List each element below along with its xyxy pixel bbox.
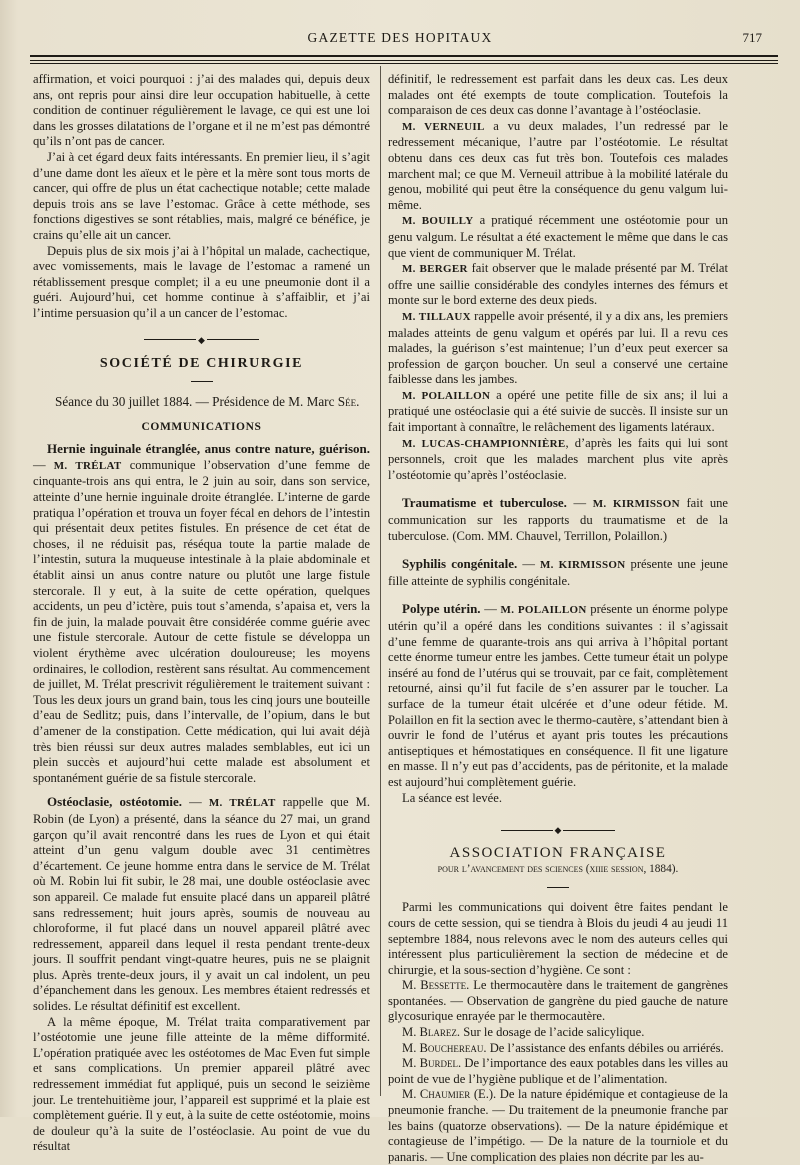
section-ornament: ◆: [33, 332, 370, 348]
paragraph: J’ai à cet égard deux faits intéressants. En premier lieu, il s’agit d’une dame dont les aïeux et le père et la mère sont tous morts de cancer, qui offre de plus un état cachectique notable; cette malade depuis trois ans se lave l’estomac. Grâce à cette méthode, ses fonctions digestives se sont rétablies, mais, malgré ce bénéfice, je crains qu’elle ait un cancer.: [33, 149, 370, 242]
right-column: [388, 72, 728, 1165]
session-line: Séance du 30 juillet 1884. — Présidence de M. Marc Sée.: [55, 394, 360, 410]
section-ornament: ◆: [388, 822, 728, 838]
article-syphilis: Syphilis congénitale. — M. KIRMISSON présente une jeune fille atteinte de syphilis congénitale.: [388, 556, 728, 588]
session-close: La séance est levée.: [402, 790, 502, 805]
header-rule: [30, 63, 778, 64]
paragraph-bouilly: M. BOUILLY a pratiqué récemment une ostéotomie pour un genu valgum. Le résultat a été exactement le même que dans le cas que vient de communiquer M. Trélat.: [388, 213, 728, 260]
list-item: M. Burdel. De l’importance des eaux potables dans les villes au point de vue de l’hygiène publique et de l’alimentation.: [388, 1056, 728, 1086]
column-divider: [380, 66, 381, 1096]
journal-title: GAZETTE DES HOPITAUX: [307, 30, 493, 45]
divider: [547, 887, 569, 888]
association-subtitle: pour l’avancement des sciences (xiiie session, 1884).: [437, 862, 679, 875]
left-column: [33, 72, 370, 1155]
paragraph: A la même époque, M. Trélat traita comparativement par l’ostéotomie une jeune fille atteinte de la même difformité. L’opération pratiquée avec les ostéotomes de Mac Even fut simple et sans complications. Un premier appareil plâtré avec redressement immédiat fut appliqué, puis un second le seizième jour. Le trentehuitième jour, l’appareil est supprimé et la plaie est complètement guérie. Il y eut, à la suite de cette ostéotomie, moins de douleur qu’à la suite de l’ostéoclasie. Au point de vue du résultat: [33, 1014, 370, 1154]
article-hernie: Hernie inguinale étranglée, anus contre nature, guérison. — M. TRÉLAT communique l’observation d’une femme de cinquante-trois ans qui entra, le 2 juin au soir, dans son service, atteinte d’une hernie inguinale droite étranglée. L’interne de garde pratiqua l’opération et trouva un foyer fécal en dehors de l’intestin qui présentait deux petites fistules. En présence de cet état de choses, il ne réduisit pas, réséqua toute la partie malade de l’intestin, sutura la muqueuse intestinale à la plaie abdominale et établit ainsi un anus contre nature ou plutôt une large fistule stercorale. Il y eut, à la suite de cette opération, quelques accidents, un peu d’ictère, puis tout s’amenda, s’apaisa et, vers la fin de juin, la malade pouvait être considérée comme guérie avec une fistule stercorale. Autour de cette fistule se développa un violent érythème avec ulcération douloureuse; les moyens ordinaires, le collodion, restèrent sans résultat. Au commencement de juillet, M. Trélat prescrivit régulièrement le traitement suivant : Tous les deux jours un grand bain, tous les cinq jours une bouteille d’eau de Sedlitz; puis, dans l’intervalle, de l’opium, dans le but d’amener de la constipation. Cette médication, qui lui avait déjà très bien réussi sur deux autres malades semblables, eut ici un plein succès et aujourd’hui cette malade est absolument et spontanément guérie de sa fistule stercorale.: [33, 441, 370, 785]
paragraph: définitif, le redressement est parfait dans les deux cas. Les deux malades ont été exempts de toute complication. Toutefois la comparaison de ces deux cas donne l’avantage à l’ostéoclasie.: [388, 72, 728, 118]
paragraph: affirmation, et voici pourquoi : j’ai des malades qui, depuis deux ans, ont repris pour ainsi dire leur occupation habituelle, à cette condition de continuer régulièrement le lavage, ce qui est une loi dans les grosses dilatations de l’organe et il ne m’est pas démontré qu’ils n’ont pas de cancer.: [33, 72, 370, 149]
list-item: M. Bessette. Le thermocautère dans le traitement de gangrènes spontanées. — Observation de gangrène du pied gauche de nature glycosurique enrayée par le thermocautère.: [388, 978, 728, 1024]
section-title: SOCIÉTÉ DE CHIRURGIE: [99, 355, 304, 371]
subheading: COMMUNICATIONS: [141, 420, 262, 433]
header-rule: [30, 60, 778, 61]
paragraph: Parmi les communications qui doivent être faites pendant le cours de cette session, qui se tiendra à Blois du jeudi 4 au jeudi 11 septembre 1884, nous relevons avec le nom des auteurs celles qui intéressent plus particulièrement la section de médecine et de chirurgie, et la sous-section d’hygiène. Ce sont :: [388, 900, 728, 977]
list-item: M. Blarez. Sur le dosage de l’acide salicylique.: [402, 1025, 645, 1040]
page-header: [30, 30, 770, 52]
article-traumatisme: Traumatisme et tuberculose. — M. KIRMISSON fait une communication sur les rapports du traumatisme et de la tuberculose. (Com. MM. Chauvel, Terrillon, Polaillon.): [388, 495, 729, 543]
paragraph-verneuil: M. VERNEUIL a vu deux malades, l’un redressé par le redressement mécanique, l’autre par l’ostéotomie. Le résultat obtenu dans ces deux cas fut très bon. Toutefois ces malades marchent mal; ce que M. Verneuil attribue à la mobilité latérale du genou, mobilité qui peut être la conséquence du genu valgum lui-même.: [388, 118, 728, 212]
association-title: ASSOCIATION FRANÇAISE: [449, 845, 667, 862]
divider: [191, 381, 213, 382]
list-item: M. Bouchereau. De l’assistance des enfants débiles ou arriérés.: [402, 1040, 724, 1055]
paragraph-berger: M. BERGER fait observer que le malade présenté par M. Trélat offre une saillie considérable des condyles internes des fémurs et monte sur le bord externe des deux pieds.: [388, 261, 728, 308]
paragraph-tillaux: M. TILLAUX rappelle avoir présenté, il y a dix ans, les premiers malades atteints de genu valgum et opérés par lui. Il a revu ces malades, la guérison s’est maintenue; l’un d’eux peut exercer sa profession de garçon boucher. Un seul a conservé une certaine faiblesse dans les jambes.: [388, 308, 728, 387]
article-osteoclasie: Ostéoclasie, ostéotomie. — M. TRÉLAT rappelle que M. Robin (de Lyon) a présenté, dans la séance du 27 mai, un grand garçon qu’il avait rencontré dans les rues de Lyon et qui était atteint d’un genu valgum double avec 31 centimètres d’écartement. Ce jeune homme entra dans le service de M. Trélat où M. Robin lui fit subir, le 28 mai, une double ostéoclasie avec son appareil. Ce malade fut ensuite placé dans un appareil plâtré sans redressement; huit jours après, soumis de nouveau au chloroforme, il fut placé dans un nouvel appareil plâtré avec redressement, appareil dans lequel il resta pendant trente-deux jours. Il souffrit pendant vingt-quatre heures, puis ne se plaignit plus. Après trente-deux jours, il y avait un cal indolent, un peu d’épanchement dans les genoux. Les membres étaient redressés et solides. Le résultat définitif est excellent.: [33, 794, 371, 1014]
list-item: M. Chaumier (E.). De la nature épidémique et contagieuse de la pneumonie franche. — Du traitement de la pneumonie franche par les bains (quatorze observations). — De la nature épidémique et contagieuse de l’impétigo. — De la nature de la tourniole et du panaris. — Une complication des plaies non décrite par les au-: [388, 1087, 729, 1164]
paragraph-polaillon: M. POLAILLON a opéré une petite fille de six ans; il lui a pratiqué une ostéoclasie qui a été suivie de succès. Il insiste sur un fait important à connaître, le relâchement des ligaments latéraux.: [388, 387, 728, 435]
page-number: 717: [742, 30, 762, 45]
paragraph-lucas: M. LUCAS-CHAMPIONNIÈRE, d’après les faits qui lui sont personnels, croit que les malades marchent plus vite après l’ostéotomie qu’après l’ostéoclasie.: [388, 435, 728, 482]
article-polype: Polype utérin. — M. POLAILLON présente un énorme polype utérin qu’il a opéré dans les conditions suivantes : il s’agissait d’une femme de quarante-trois ans qui arriva à l’hôpital portant cette énorme tumeur entre les jambes. Cette tumeur était un polype inséré au fond de l’utérus qui se trouvait, par ce fait, complètement retourné, ainsi qu’il fut facile de s’en assurer par le toucher. La surface de la tumeur était ulcérée et d’une odeur fétide. M. Polaillon en fit la section avec le thermo-cautère, s’attendant bien à ouvrir le fond de l’utérus et ayant pris toutes les précautions antiseptiques et hémostatiques en conséquence. Il fit une ligature en masse. Il n’y eut pas d’accidents, pas de péritonite, et la malade est aujourd’hui complètement guérie.: [388, 601, 728, 789]
header-rule: [30, 55, 778, 57]
paragraph: Depuis plus de six mois j’ai à l’hôpital un malade, cachectique, avec vomissements, mais le lavage de l’estomac a ramené un rétablissement presque complet; il a eu une pneumonie dont il a guéri. Aujourd’hui, cet homme continue à s’affaiblir, et j’ai l’intime persuasion qu’il a un cancer de l’estomac.: [33, 243, 370, 320]
